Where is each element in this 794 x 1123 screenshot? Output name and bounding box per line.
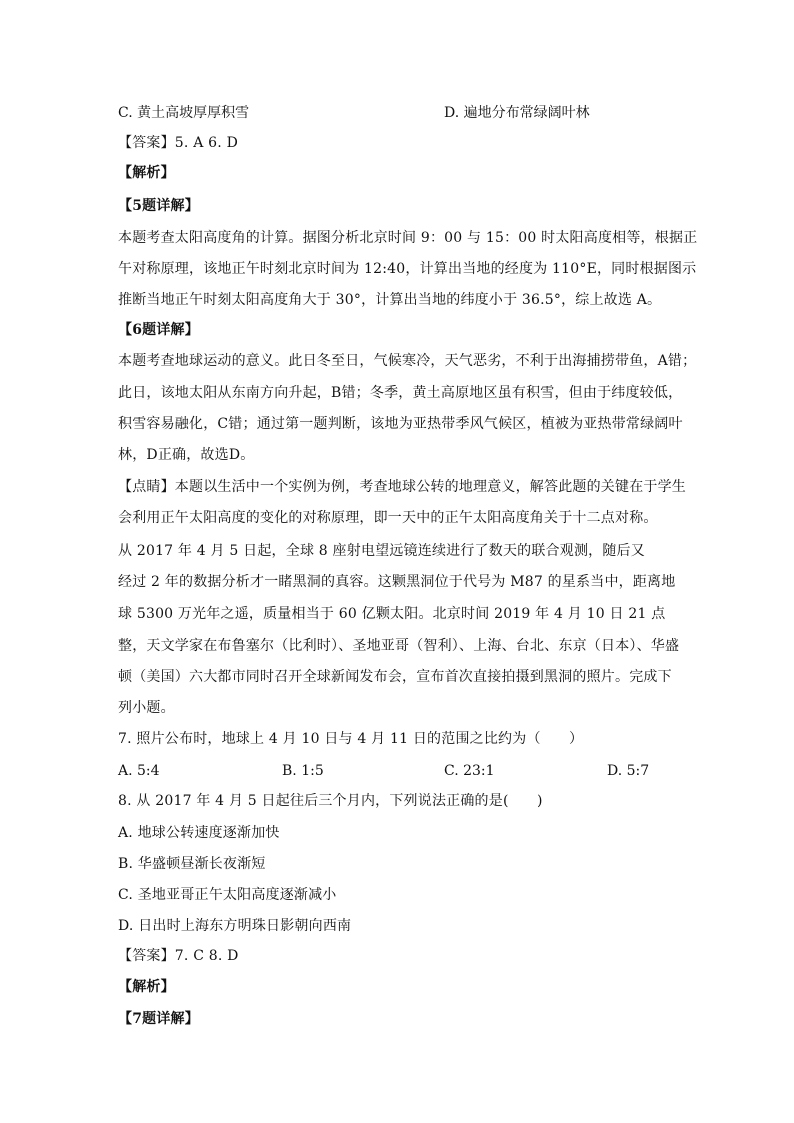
answer-7-8: 【答案】7. C 8. D: [118, 948, 239, 964]
q7-detail-heading: 【7题详解】: [118, 1011, 199, 1027]
q8-option-c: C. 圣地亚哥正午太阳高度逐渐减小: [118, 887, 337, 903]
passage-line-3: 球 5300 万光年之遥，质量相当于 60 亿颗太阳。北京时间 2019 年 4 月 10 日 21 点: [118, 606, 666, 622]
q7-option-a: A. 5:4: [118, 763, 160, 779]
tip-line-2: 会利用正午太阳高度的变化的对称原理，即一天中的正午太阳高度角关于十二点对称。: [118, 510, 658, 526]
passage-line-2: 经过 2 年的数据分析才一睹黑洞的真容。这颗黑洞位于代号为 M87 的星系当中，距离地: [118, 574, 676, 590]
q6-option-c: C. 黄土高坡厚厚积雪: [118, 105, 250, 121]
passage-line-6: 列小题。: [118, 700, 175, 716]
q7-option-b: B. 1:5: [282, 763, 324, 779]
q6-detail-line-1: 本题考查地球运动的意义。此日冬至日，气候寒冷，天气恶劣，不利于出海捕捞带鱼，A错；: [118, 353, 697, 369]
q5-detail-line-3: 推断当地正午时刻太阳高度角大于 30°，计算出当地的纬度小于 36.5°，综上故选 A。: [118, 292, 662, 308]
q7-stem: 7. 照片公布时，地球上 4 月 10 日与 4 月 11 日的范围之比约为（ ）: [118, 731, 584, 747]
q7-option-c: C. 23:1: [444, 763, 495, 779]
q8-option-d: D. 日出时上海东方明珠日影朝向西南: [118, 918, 352, 934]
q5-detail-line-1: 本题考查太阳高度角的计算。据图分析北京时间 9：00 与 15：00 时太阳高度相等，根据正: [118, 230, 698, 246]
passage-line-5: 顿（美国）六大都市同时召开全球新闻发布会，宣布首次直接拍摄到黑洞的照片。完成下: [118, 669, 672, 685]
q8-option-a: A. 地球公转速度逐渐加快: [118, 825, 280, 841]
q8-stem: 8. 从 2017 年 4 月 5 日起往后三个月内，下列说法正确的是( ): [118, 793, 543, 809]
q6-detail-line-3: 积雪容易融化，C错；通过第一题判断，该地为亚热带季风气候区，植被为亚热带常绿阔叶: [118, 416, 683, 432]
q6-detail-line-4: 林，D正确，故选D。: [118, 447, 255, 463]
tip-line-1: 【点睛】本题以生活中一个实例为例，考查地球公转的地理意义，解答此题的关键在于学生: [118, 479, 686, 495]
q6-option-d: D. 遍地分布常绿阔叶林: [444, 105, 590, 121]
analysis-heading-1: 【解析】: [118, 165, 175, 181]
q7-option-d: D. 5:7: [607, 763, 650, 779]
passage-line-1: 从 2017 年 4 月 5 日起，全球 8 座射电望远镜连续进行了数天的联合观测，随后又: [118, 543, 645, 559]
analysis-heading-2: 【解析】: [118, 979, 175, 995]
q5-detail-line-2: 午对称原理，该地正午时刻北京时间为 12:40，计算出当地的经度为 110°E，同时根据图示: [118, 261, 697, 277]
q8-option-b: B. 华盛顿昼渐长夜渐短: [118, 856, 266, 872]
q6-detail-heading: 【6题详解】: [118, 322, 199, 338]
q6-detail-line-2: 此日，该地太阳从东南方向升起，B错；冬季，黄土高原地区虽有积雪，但由于纬度较低，: [118, 385, 683, 401]
q5-detail-heading: 【5题详解】: [118, 198, 199, 214]
passage-line-4: 整，天文学家在布鲁塞尔（比利时）、圣地亚哥（智利）、上海、台北、东京（日本）、华盛: [118, 638, 680, 654]
answer-5-6: 【答案】5. A 6. D: [118, 135, 239, 151]
